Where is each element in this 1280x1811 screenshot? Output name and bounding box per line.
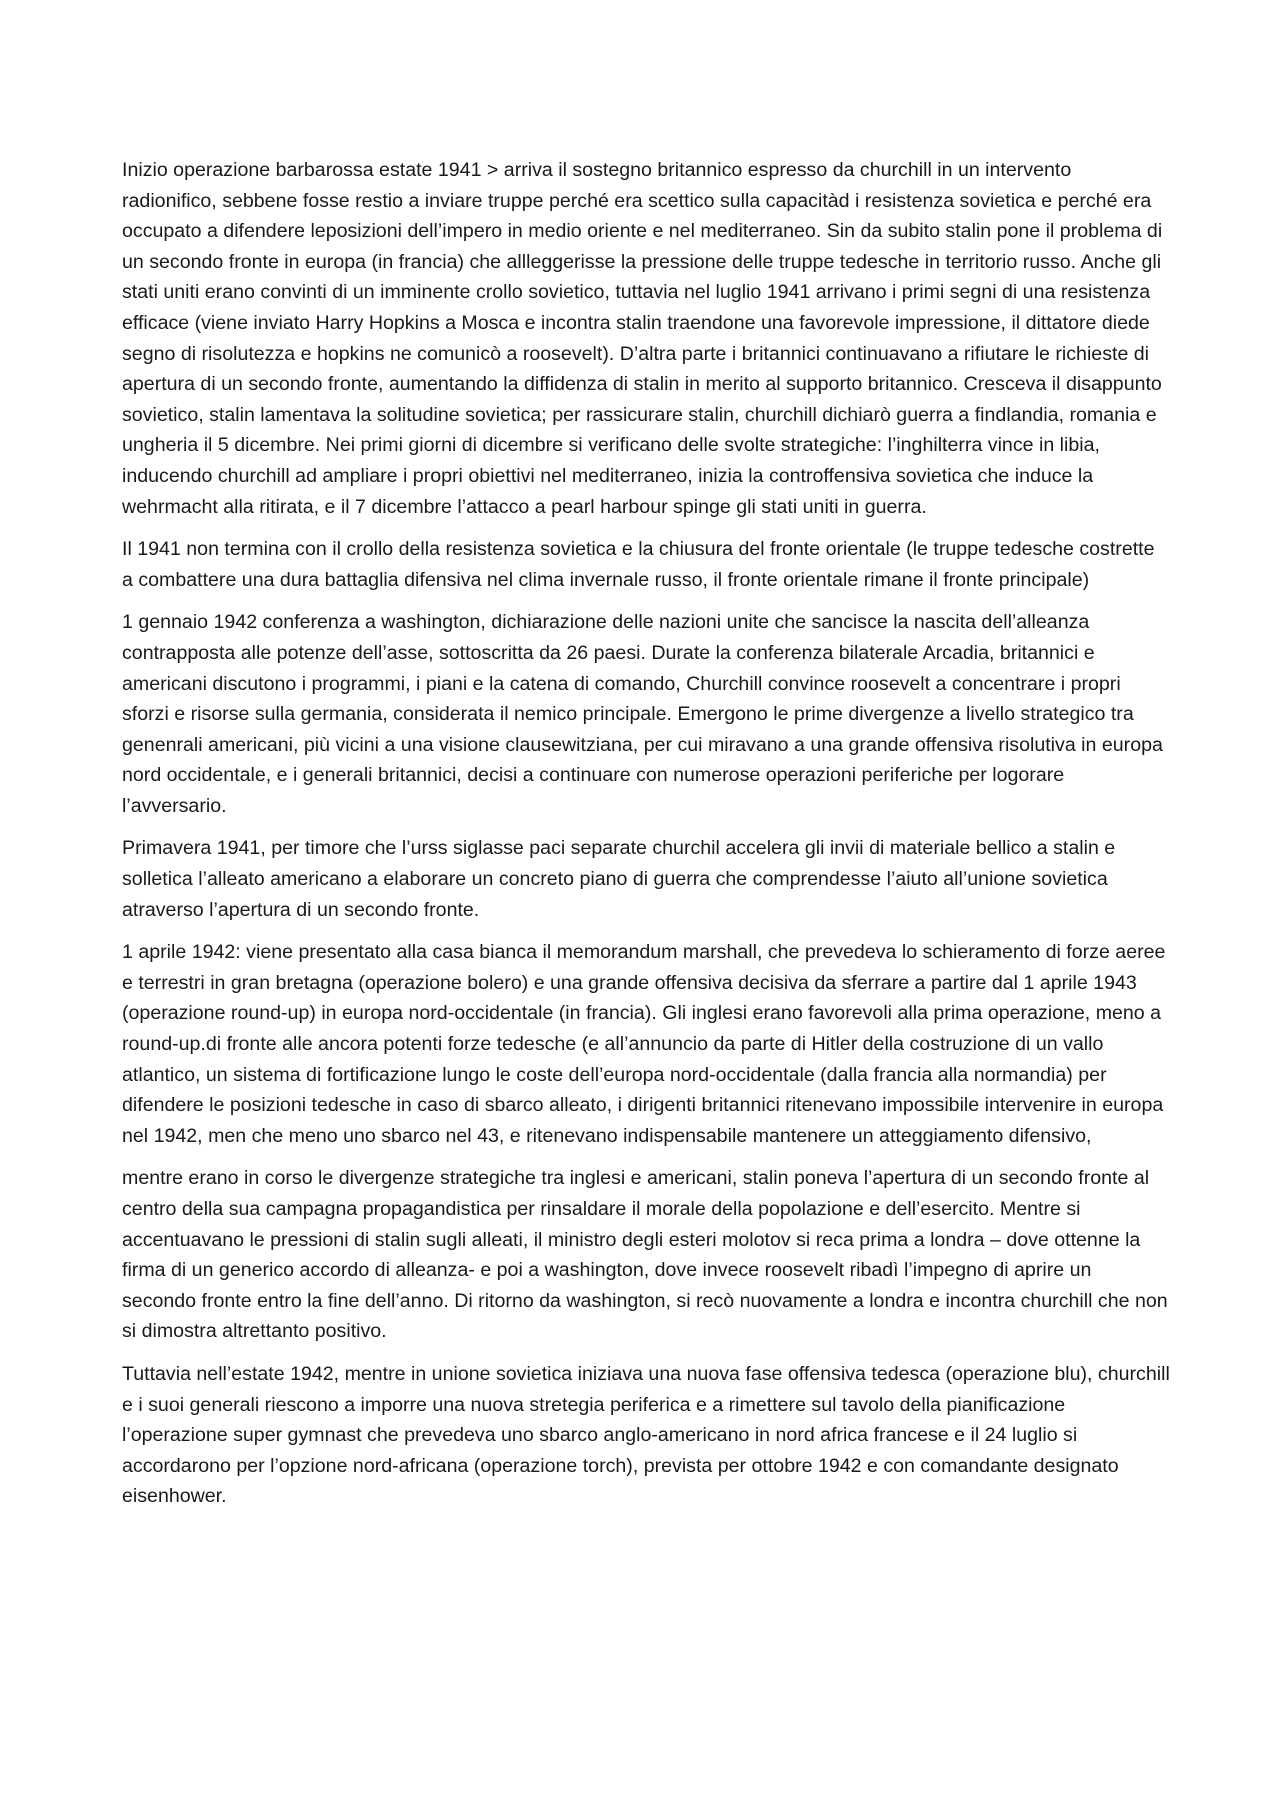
paragraph-molotov: mentre erano in corso le divergenze strategiche tra inglesi e americani, stalin poneva l’apertura di un secondo fronte al centro della sua campagna propagandistica per rinsaldare il morale della popolazione e dell’esercito. Mentre si accentuavano le pressioni di stalin sugli alleati, il ministro degli esteri molotov si reca prima a londra – dove ottenne la firma di un generico accordo di alleanza- e poi a washington, dove invece roosevelt ribadì l’impegno di aprire un secondo fronte entro la fine dell’anno. Di ritorno da washington, si recò nuovamente a londra e incontra churchill che non si dimostra altrettanto positivo. [122, 1167, 1168, 1343]
paragraph-1941-end: Il 1941 non termina con il crollo della resistenza sovietica e la chiusura del fronte orientale (le truppe tedesche costrette a combattere una dura battaglia difensiva nel clima invernale russo, il fronte orientale rimane il fronte principale) [122, 538, 1155, 591]
paragraph-marshall-memorandum: 1 aprile 1942: viene presentato alla casa bianca il memorandum marshall, che prevedeva lo schieramento di forze aeree e terrestri in gran bretagna (operazione bolero) e una grande offensiva decisiva da sferrare a partire dal 1 aprile 1943 (operazione round-up) in europa nord-occidentale (in francia). Gli inglesi erano favorevoli alla prima operazione, meno a round-up.di fronte alle ancora potenti forze tedesche (e all’annuncio da parte di Hitler della costruzione di un vallo atlantico, un sistema di fortificazione lungo le coste dell’europa nord-occidentale (dalla francia alla normandia) per difendere le posizioni tedesche in caso di sbarco alleato, i dirigenti britannici ritenevano impossibile intervenire in europa nel 1942, men che meno uno sbarco nel 43, e ritenevano indispensabile mantenere un atteggiamento difensivo, [122, 941, 1166, 1147]
paragraph-operation-torch: Tuttavia nell’estate 1942, mentre in unione sovietica iniziava una nuova fase offensiva tedesca (operazione blu), churchill e i suoi generali riescono a imporre una nuova stretegia periferica e a rimettere sul tavolo della pianificazione l’operazione super gymnast che prevedeva uno sbarco anglo-americano in nord africa francese e il 24 luglio si accordarono per l’opzione nord-africana (operazione torch), prevista per ottobre 1942 e con comandante designato eisenhower. [122, 1362, 1170, 1508]
document-body [122, 155, 1170, 1524]
paragraph-washington-conference: 1 gennaio 1942 conferenza a washington, dichiarazione delle nazioni unite che sancisce la nascita dell’alleanza contrapposta alle potenze dell’asse, sottoscritta da 26 paesi. Durate la conferenza bilaterale Arcadia, britannici e americani discutono i programmi, i piani e la catena di comando, Churchill convince roosevelt a concentrare i propri sforzi e risorse sulla germania, considerata il nemico principale. Emergono le prime divergenze a livello strategico tra genenrali americani, più vicini a una visione clausewitziana, per cui miravano a una grande offensiva risolutiva in europa nord occidentale, e i generali britannici, decisi a continuare con numerose operazioni periferiche per logorare l’avversario. [122, 611, 1163, 817]
paragraph-barbarossa: Inizio operazione barbarossa estate 1941 > arriva il sostegno britannico espresso da churchill in un intervento radionifico, sebbene fosse restio a inviare truppe perché era scettico sulla capacitàd i resistenza sovietica e perché era occupato a difendere leposizioni dell’impero in medio oriente e nel mediterraneo. Sin da subito stalin pone il problema di un secondo fronte in europa (in francia) che allleggerisse la pressione delle truppe tedesche in territorio russo. Anche gli stati uniti erano convinti di un imminente crollo sovietico, tuttavia nel luglio 1941 arrivano i primi segni di una resistenza efficace (viene inviato Harry Hopkins a Mosca e incontra stalin traendone una favorevole impressione, il dittatore diede segno di risolutezza e hopkins ne comunicò a roosevelt). D’altra parte i britannici continuavano a rifiutare le richieste di apertura di un secondo fronte, aumentando la diffidenza di stalin in merito al supporto britannico. Cresceva il disappunto sovietico, stalin lamentava la solitudine sovietica; per rassicurare stalin, churchill dichiarò guerra a findlandia, romania e ungheria il 5 dicembre. Nei primi giorni di dicembre si verificano delle svolte strategiche: l’inghilterra vince in libia, inducendo churchill ad ampliare i propri obiettivi nel mediterraneo, inizia la controffensiva sovietica che induce la wehrmacht alla ritirata, e il 7 dicembre l’attacco a pearl harbour spinge gli stati uniti in guerra. [122, 159, 1163, 518]
paragraph-spring-1941: Primavera 1941, per timore che l’urss siglasse paci separate churchil accelera gli invii di materiale bellico a stalin e solletica l’alleato americano a elaborare un concreto piano di guerra che comprendesse l’aiuto all’unione sovietica atraverso l’apertura di un secondo fronte. [122, 837, 1116, 921]
